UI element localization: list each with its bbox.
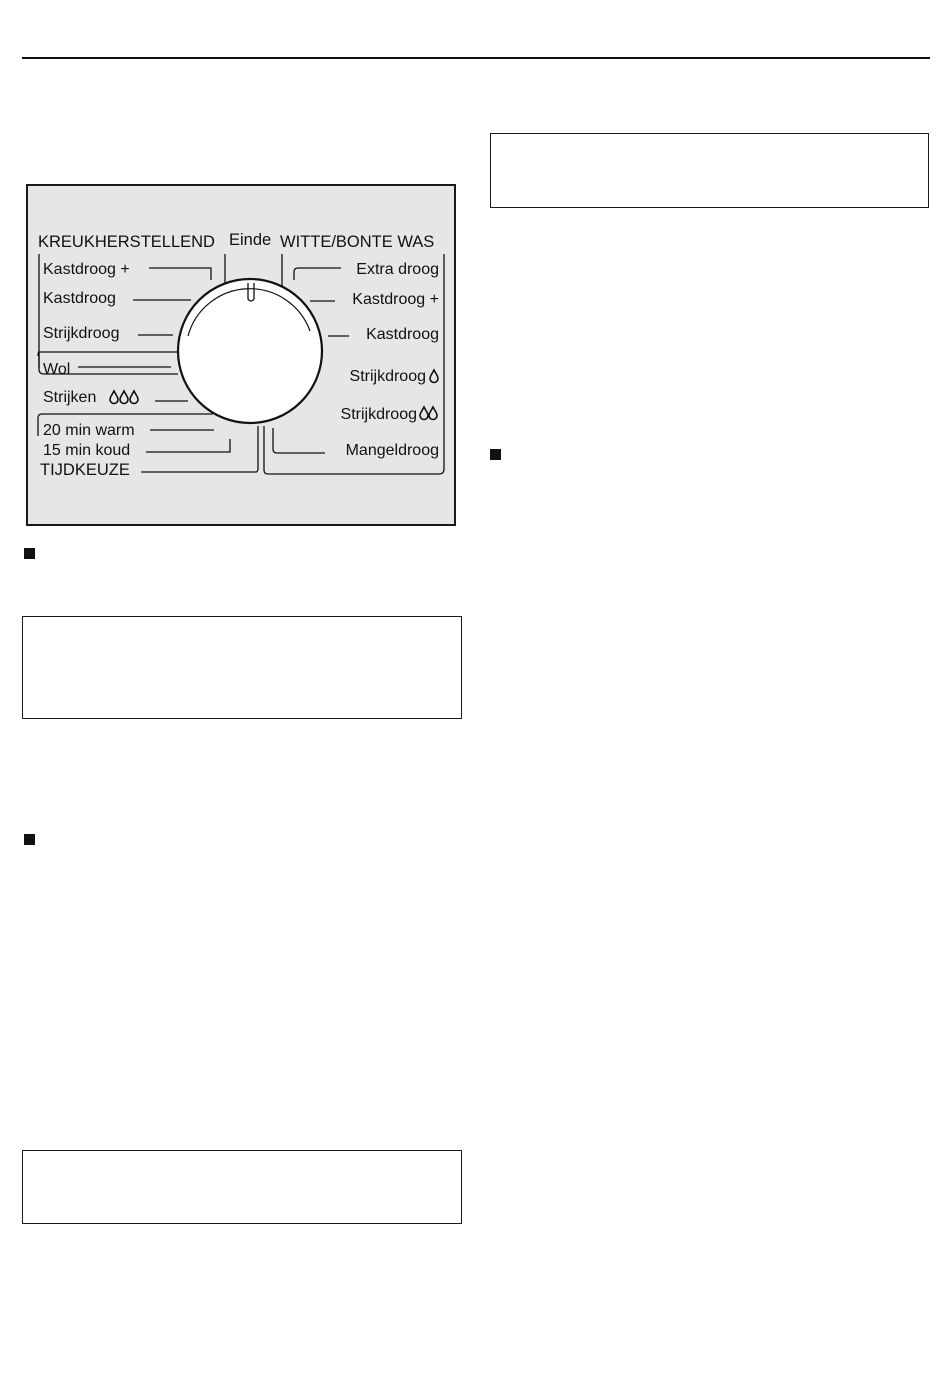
note-box <box>490 133 929 208</box>
note-box <box>22 616 462 719</box>
program-left-kastdroog: Kastdroog <box>43 290 116 307</box>
heading-tijdkeuze: TIJDKEUZE <box>40 461 130 479</box>
program-left-15-min-koud: 15 min koud <box>43 442 131 459</box>
program-right-strijkdroog-1: Strijkdroog <box>349 368 426 385</box>
program-left-20-min-warm: 20 min warm <box>43 422 135 439</box>
program-right-kastdroog-plus: Kastdroog + <box>352 291 439 308</box>
dial-panel-drawing <box>28 186 458 528</box>
dial-panel <box>26 184 456 526</box>
top-rule <box>22 57 930 59</box>
bullet-marker <box>24 548 35 559</box>
program-left-strijkdroog: Strijkdroog <box>43 325 120 342</box>
heading-kreukherstellend: KREUKHERSTELLEND <box>38 233 215 251</box>
bullet-marker <box>490 449 501 460</box>
two-drops-icon <box>420 407 437 420</box>
program-right-extra-droog: Extra droog <box>356 261 439 278</box>
three-drops-icon <box>110 391 138 404</box>
program-right-mangeldroog: Mangeldroog <box>345 442 439 459</box>
program-right-kastdroog: Kastdroog <box>366 326 439 343</box>
heading-einde: Einde <box>229 231 272 249</box>
program-left-wol: Wol <box>43 361 71 378</box>
bullet-marker <box>24 834 35 845</box>
one-drop-icon <box>430 370 438 383</box>
program-dial-knob[interactable] <box>178 279 322 423</box>
heading-witte-bonte-was: WITTE/BONTE WAS <box>280 233 435 251</box>
program-left-strijken: Strijken <box>43 389 97 406</box>
note-box <box>22 1150 462 1224</box>
program-right-strijkdroog-2: Strijkdroog <box>340 406 417 423</box>
program-left-kastdroog-plus: Kastdroog + <box>43 261 130 278</box>
